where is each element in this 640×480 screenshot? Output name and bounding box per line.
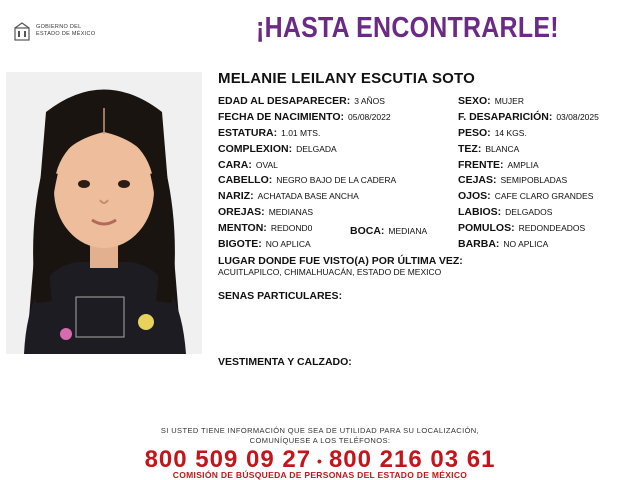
government-logo [12, 22, 122, 44]
ojos-value: CAFE CLARO GRANDES [494, 191, 594, 201]
field-estatura [218, 127, 320, 139]
field-lugar [218, 255, 463, 267]
fecha-nacimiento-label: FECHA DE NACIMIENTO: [218, 111, 344, 123]
contact-note [0, 426, 640, 445]
child-photo-icon [6, 72, 202, 354]
cabello-label: CABELLO: [218, 174, 273, 186]
field-vestimenta [218, 356, 352, 368]
cejas-value: SEMIPOBLADAS [500, 175, 568, 185]
boca-label: BOCA: [350, 225, 385, 237]
labios-label: LABIOS: [458, 206, 502, 218]
lugar-value-row [218, 267, 441, 278]
frente-label: FRENTE: [458, 159, 504, 171]
barba-value: NO APLICA [503, 239, 549, 249]
fecha-desaparicion-value: 03/08/2025 [556, 112, 599, 122]
logo-line-2: ESTADO DE MÉXICO [36, 31, 96, 37]
field-nariz [218, 190, 359, 202]
tez-label: TEZ: [458, 143, 482, 155]
field-bigote [218, 238, 311, 250]
field-fecha-nacimiento [218, 111, 391, 123]
cara-label: CARA: [218, 159, 252, 171]
field-sexo [458, 95, 524, 107]
logo-text [36, 24, 95, 38]
field-senas [218, 290, 342, 302]
field-cabello [218, 174, 396, 186]
complexion-label: COMPLEXION: [218, 143, 293, 155]
boca-value: MEDIANA [388, 226, 428, 236]
headline: ¡HASTA ENCONTRARLE! [256, 12, 559, 44]
field-labios [458, 206, 552, 218]
cejas-label: CEJAS: [458, 174, 497, 186]
fecha-desaparicion-label: F. DESAPARICIÓN: [458, 111, 553, 123]
ojos-label: OJOS: [458, 190, 491, 202]
pomulos-label: POMULOS: [458, 222, 515, 234]
cabello-value: NEGRO BAJO DE LA CADERA [276, 175, 397, 185]
cara-value: OVAL [255, 160, 278, 170]
phone-separator: • [317, 452, 323, 469]
estatura-label: ESTATURA: [218, 127, 278, 139]
fecha-nacimiento-value: 05/08/2022 [348, 112, 391, 122]
edad-value: 3 AÑOS [354, 96, 385, 106]
vestimenta-label: VESTIMENTA Y CALZADO: [218, 356, 352, 368]
labios-value: DELGADOS [505, 207, 553, 217]
pomulos-value: REDONDEADOS [518, 223, 586, 233]
field-cejas [458, 174, 567, 186]
peso-label: PESO: [458, 127, 491, 139]
state-seal-icon [12, 22, 32, 42]
lugar-value: ACUITLAPILCO, CHIMALHUACÁN, ESTADO DE MEXICO [218, 267, 442, 277]
peso-value: 14 KGS. [494, 128, 527, 138]
logo-line-1: GOBIERNO DEL [36, 24, 82, 30]
sexo-value: MUJER [494, 96, 524, 106]
commission-name: COMISIÓN DE BÚSQUEDA DE PERSONAS DEL ESTADO DE MÉXICO [172, 470, 468, 480]
bigote-value: NO APLICA [265, 239, 311, 249]
nariz-value: ACHATADA BASE ANCHA [257, 191, 359, 201]
frente-value: AMPLIA [507, 160, 539, 170]
complexion-value: DELGADA [296, 144, 337, 154]
contact-note-line-1: SI USTED TIENE INFORMACIÓN QUE SEA DE UTILIDAD PARA SU LOCALIZACIÓN, [160, 426, 480, 435]
field-edad [218, 95, 385, 107]
phone-number-2[interactable]: 800 216 03 61 [328, 446, 496, 473]
edad-label: EDAD AL DESAPARECER: [218, 95, 351, 107]
orejas-label: OREJAS: [218, 206, 265, 218]
field-tez [458, 143, 519, 155]
menton-value: REDOND0 [270, 223, 313, 233]
tez-value: BLANCA [485, 144, 520, 154]
orejas-value: MEDIANAS [268, 207, 314, 217]
field-frente [458, 159, 539, 171]
menton-label: MENTON: [218, 222, 267, 234]
lugar-label: LUGAR DONDE FUE VISTO(A) POR ÚLTIMA VEZ: [218, 255, 463, 267]
field-cara [218, 159, 278, 171]
barba-label: BARBA: [458, 238, 500, 250]
field-fecha-desaparicion [458, 111, 599, 123]
estatura-value: 1.01 MTS. [281, 128, 321, 138]
sexo-label: SEXO: [458, 95, 491, 107]
bigote-label: BIGOTE: [218, 238, 262, 250]
field-boca [350, 225, 427, 237]
person-name: MELANIE LEILANY ESCUTIA SOTO [218, 70, 476, 87]
phone-number-1[interactable]: 800 509 09 27 [144, 446, 312, 473]
missing-person-photo [6, 72, 202, 354]
field-orejas [218, 206, 313, 218]
nariz-label: NARIZ: [218, 190, 254, 202]
senas-label: SENAS PARTICULARES: [218, 290, 343, 302]
field-barba [458, 238, 548, 250]
field-ojos [458, 190, 593, 202]
contact-note-line-2: COMUNÍQUESE A LOS TELÉFONOS: [249, 435, 391, 445]
field-menton [218, 222, 312, 234]
field-pomulos [458, 222, 585, 234]
field-peso [458, 127, 527, 139]
field-complexion [218, 143, 337, 155]
